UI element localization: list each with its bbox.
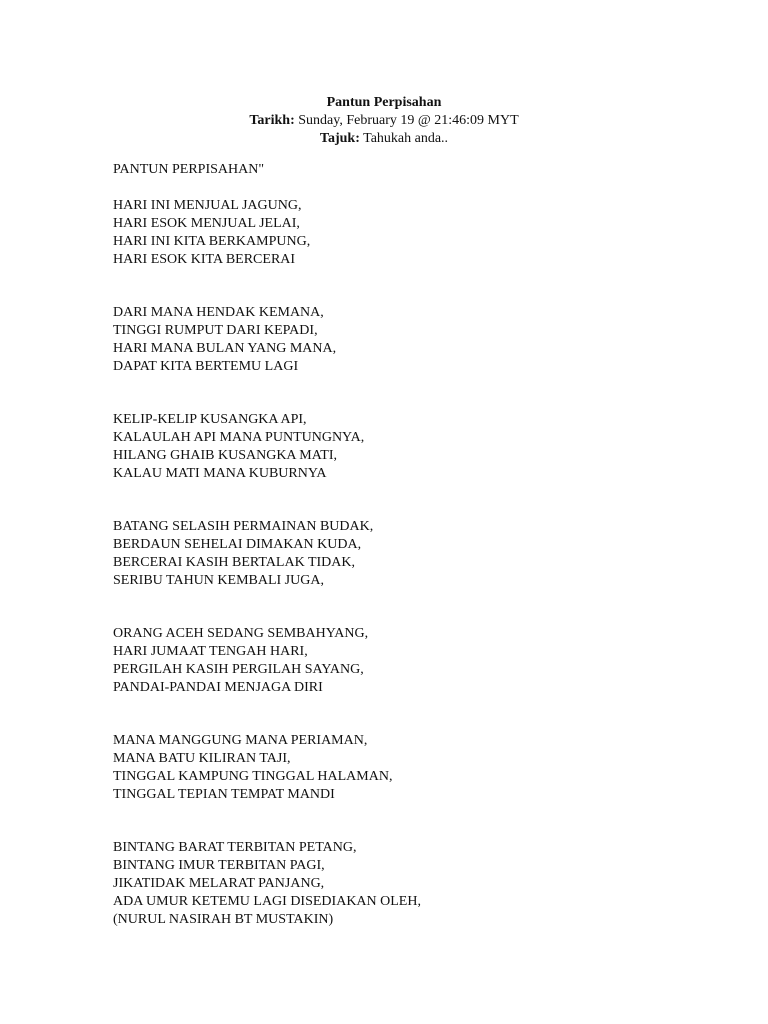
poem-line: BINTANG BARAT TERBITAN PETANG, <box>113 840 357 855</box>
poem-line: HARI INI MENJUAL JAGUNG, <box>113 198 302 213</box>
poem-line: HARI INI KITA BERKAMPUNG, <box>113 234 311 249</box>
poem-line: HARI ESOK MENJUAL JELAI, <box>113 216 300 231</box>
document-title: Pantun Perpisahan <box>326 95 442 110</box>
poem-line: HILANG GHAIB KUSANGKA MATI, <box>113 448 337 463</box>
poem-line: HARI ESOK KITA BERCERAI <box>113 252 296 267</box>
stanza-4 <box>113 518 673 590</box>
poem-line: BERDAUN SEHELAI DIMAKAN KUDA, <box>113 537 362 552</box>
poem-line: JIKATIDAK MELARAT PANJANG, <box>113 876 325 891</box>
author-credit: (NURUL NASIRAH BT MUSTAKIN) <box>113 912 334 927</box>
poem-line: ADA UMUR KETEMU LAGI DISEDIAKAN OLEH, <box>113 894 421 909</box>
topic-line <box>0 130 768 148</box>
poem-line: ORANG ACEH SEDANG SEMBAHYANG, <box>113 626 369 641</box>
poem-heading: PANTUN PERPISAHAN" <box>113 162 265 177</box>
poem-line: BERCERAI KASIH BERTALAK TIDAK, <box>113 555 355 570</box>
poem-line: PANDAI-PANDAI MENJAGA DIRI <box>113 680 323 695</box>
date-value: Sunday, February 19 @ 21:46:09 MYT <box>294 113 519 128</box>
poem-line: BATANG SELASIH PERMAINAN BUDAK, <box>113 519 374 534</box>
topic-value: Tahukah anda.. <box>359 131 449 146</box>
stanza-1 <box>113 197 673 269</box>
poem-line: HARI MANA BULAN YANG MANA, <box>113 341 337 356</box>
stanza-6 <box>113 732 673 804</box>
stanza-3 <box>113 411 673 483</box>
poem-line: DARI MANA HENDAK KEMANA, <box>113 305 324 320</box>
poem-line: TINGGAL TEPIAN TEMPAT MANDI <box>113 787 335 802</box>
poem-line: HARI JUMAAT TENGAH HARI, <box>113 644 308 659</box>
poem-line: PERGILAH KASIH PERGILAH SAYANG, <box>113 662 364 677</box>
stanza-2 <box>113 304 673 376</box>
poem-line: TINGGI RUMPUT DARI KEPADI, <box>113 323 318 338</box>
stanza-5 <box>113 625 673 697</box>
poem-line: KALAULAH API MANA PUNTUNGNYA, <box>113 430 365 445</box>
poem-line: SERIBU TAHUN KEMBALI JUGA, <box>113 573 324 588</box>
date-label: Tarikh: <box>249 113 295 128</box>
date-line <box>0 112 768 130</box>
poem-line: DAPAT KITA BERTEMU LAGI <box>113 359 299 374</box>
poem-line: MANA MANGGUNG MANA PERIAMAN, <box>113 733 368 748</box>
poem-line: KELIP-KELIP KUSANGKA API, <box>113 412 307 427</box>
poem-body <box>113 161 673 964</box>
topic-label: Tajuk: <box>319 131 360 146</box>
poem-line: TINGGAL KAMPUNG TINGGAL HALAMAN, <box>113 769 393 784</box>
poem-line: BINTANG IMUR TERBITAN PAGI, <box>113 858 325 873</box>
stanza-7 <box>113 839 673 929</box>
document-header <box>0 94 768 148</box>
poem-line: KALAU MATI MANA KUBURNYA <box>113 466 327 481</box>
poem-line: MANA BATU KILIRAN TAJI, <box>113 751 291 766</box>
